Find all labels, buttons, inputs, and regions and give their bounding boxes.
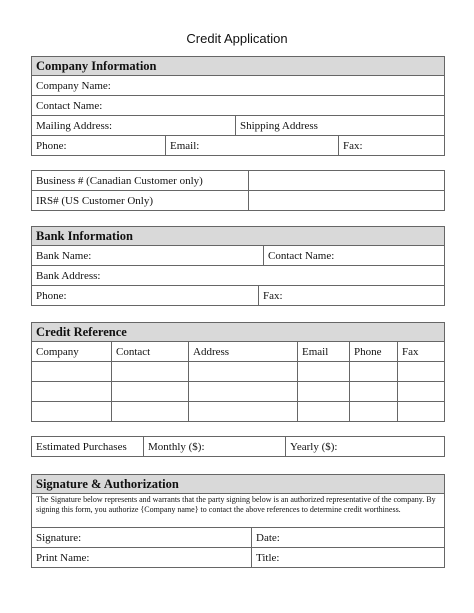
reference-cell[interactable] [398,362,445,382]
company-information-table [31,56,445,156]
signature-field[interactable]: Signature: [32,528,252,548]
bank-information-table [31,226,445,306]
bank-phone-field[interactable]: Phone: [32,286,259,306]
column-header-email: Email [298,342,350,362]
email-field[interactable]: Email: [166,136,339,156]
bank-name-field[interactable]: Bank Name: [32,246,264,266]
reference-cell[interactable] [112,362,189,382]
contact-name-field[interactable]: Contact Name: [32,96,445,116]
column-header-fax: Fax [398,342,445,362]
business-number-label: Business # (Canadian Customer only) [32,171,249,191]
signature-authorization-header: Signature & Authorization [32,475,445,494]
estimated-purchases-table [31,436,445,457]
reference-cell[interactable] [298,402,350,422]
reference-cell[interactable] [189,402,298,422]
estimated-purchases-label: Estimated Purchases [32,437,144,457]
yearly-field[interactable]: Yearly ($): [286,437,445,457]
reference-cell[interactable] [32,382,112,402]
table-row [32,402,445,422]
business-number-field[interactable] [249,171,445,191]
reference-cell[interactable] [398,402,445,422]
bank-contact-name-field[interactable]: Contact Name: [264,246,445,266]
reference-cell[interactable] [350,362,398,382]
authorization-statement: The Signature below represents and warrants that the party signing below is an authorized representative of the company. By signing this form, you authorize {Company name} to contact the above references to determine credit worthiness. [32,494,445,528]
reference-cell[interactable] [112,382,189,402]
column-header-address: Address [189,342,298,362]
column-header-company: Company [32,342,112,362]
fax-field[interactable]: Fax: [339,136,445,156]
reference-cell[interactable] [189,362,298,382]
reference-cell[interactable] [32,402,112,422]
column-header-contact: Contact [112,342,189,362]
bank-information-header: Bank Information [32,227,445,246]
reference-cell[interactable] [298,362,350,382]
reference-cell[interactable] [298,382,350,402]
shipping-address-field[interactable]: Shipping Address [236,116,445,136]
bank-address-field[interactable]: Bank Address: [32,266,445,286]
bank-fax-field[interactable]: Fax: [259,286,445,306]
mailing-address-field[interactable]: Mailing Address: [32,116,236,136]
reference-cell[interactable] [112,402,189,422]
column-header-phone: Phone [350,342,398,362]
reference-cell[interactable] [32,362,112,382]
title-field[interactable]: Title: [252,548,445,568]
monthly-field[interactable]: Monthly ($): [144,437,286,457]
date-field[interactable]: Date: [252,528,445,548]
irs-number-label: IRS# (US Customer Only) [32,191,249,211]
credit-reference-table [31,322,445,422]
irs-number-field[interactable] [249,191,445,211]
reference-cell[interactable] [398,382,445,402]
reference-cell[interactable] [189,382,298,402]
company-information-header: Company Information [32,57,445,76]
company-name-field[interactable]: Company Name: [32,76,445,96]
table-row [32,362,445,382]
reference-cell[interactable] [350,382,398,402]
print-name-field[interactable]: Print Name: [32,548,252,568]
form-title: Credit Application [186,31,288,46]
signature-authorization-table [31,474,445,568]
table-row [32,382,445,402]
tax-id-table [31,170,445,211]
phone-field[interactable]: Phone: [32,136,166,156]
credit-reference-header: Credit Reference [32,323,445,342]
reference-cell[interactable] [350,402,398,422]
